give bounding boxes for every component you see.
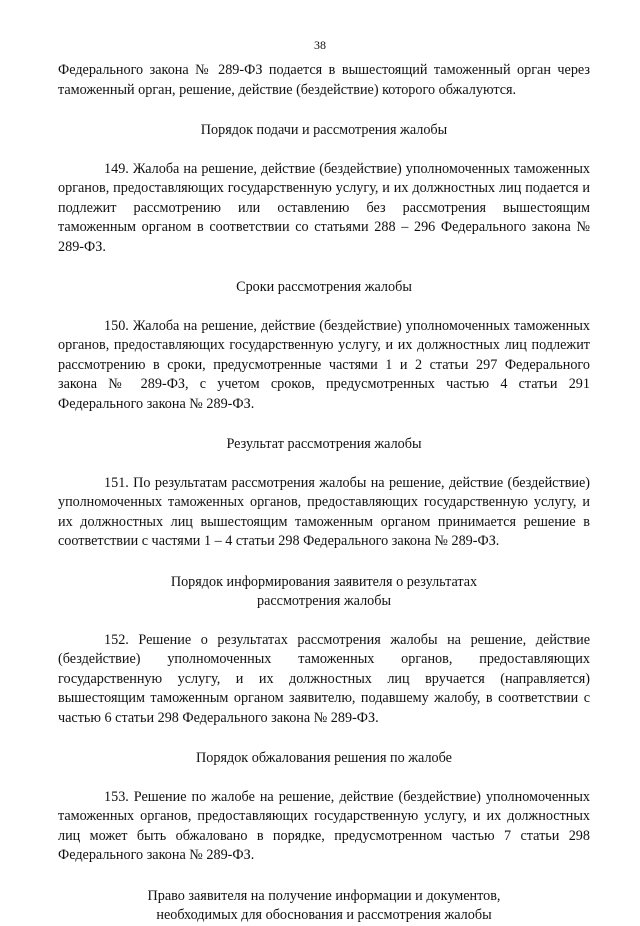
section-heading-result: Результат рассмотрения жалобы — [226, 436, 422, 452]
section-heading-appeal: Порядок обжалования решения по жалобе — [196, 750, 452, 766]
paragraph-150: 150. Жалоба на решение, действие (бездействие) уполномоченных таможенных органов, предоставляющих государственную услугу, и их должностных лиц подлежит рассмотрению в сроки, предусмотренные частями 1 и 2 статьи 297 Федерального закона № 289-ФЗ, с учетом сроков, предусмотренных частью 4 статьи 291 Федерального закона № 289-ФЗ. — [58, 317, 590, 412]
paragraph-151: 151. По результатам рассмотрения жалобы на решение, действие (бездействие) уполномоченных таможенных органов, предоставляющих государственную услугу, и их должностных лиц вышестоящим таможенным органом принимается решение в соответствии с частями 1 – 4 статьи 298 Федерального закона № 289-ФЗ. — [58, 474, 590, 549]
section-heading-informing-line-2: рассмотрения жалобы — [256, 593, 392, 609]
paragraph-continuation: Федерального закона № 289-ФЗ подается в вышестоящий таможенный орган через таможенный орган, решение, действие (бездействие) которого обжалуются. — [58, 62, 590, 98]
section-heading-filing: Порядок подачи и рассмотрения жалобы — [200, 122, 448, 138]
paragraph-153: 153. Решение по жалобе на решение, действие (бездействие) уполномоченных таможенных органов, предоставляющих государственную услугу, и их должностных лиц может быть обжаловано в порядке, предусмотренном частью 7 статьи 298 Федерального закона № 289-ФЗ. — [58, 788, 590, 863]
section-heading-rights-line-1: Право заявителя на получение информации и документов, — [147, 887, 501, 904]
section-heading-informing — [58, 573, 590, 612]
section-heading-rights — [58, 887, 590, 926]
page-number: 38 — [314, 38, 326, 52]
paragraph-152: 152. Решение о результатах рассмотрения жалобы на решение, действие (бездействие) уполномоченных таможенных органов, предоставляющих государственную услугу, и их должностных лиц вручается (направляется) вышестоящим таможенным органом заявителю, подавшему жалобу, в соответствии с частью 6 статьи 298 Федерального закона № 289-ФЗ. — [58, 631, 590, 726]
section-heading-rights-line-2: необходимых для обоснования и рассмотрения жалобы — [156, 907, 492, 923]
paragraph-149: 149. Жалоба на решение, действие (бездействие) уполномоченных таможенных органов, предоставляющих государственную услугу, и их должностных лиц подается и подлежит рассмотрению или оставлению без рассмотрения вышестоящим таможенным органом в соответствии со статьями 288 – 296 Федерального закона № 289-ФЗ. — [58, 160, 590, 255]
document-body — [58, 61, 590, 926]
section-heading-informing-line-1: Порядок информирования заявителя о результатах — [170, 573, 478, 590]
section-heading-terms: Сроки рассмотрения жалобы — [236, 279, 412, 295]
